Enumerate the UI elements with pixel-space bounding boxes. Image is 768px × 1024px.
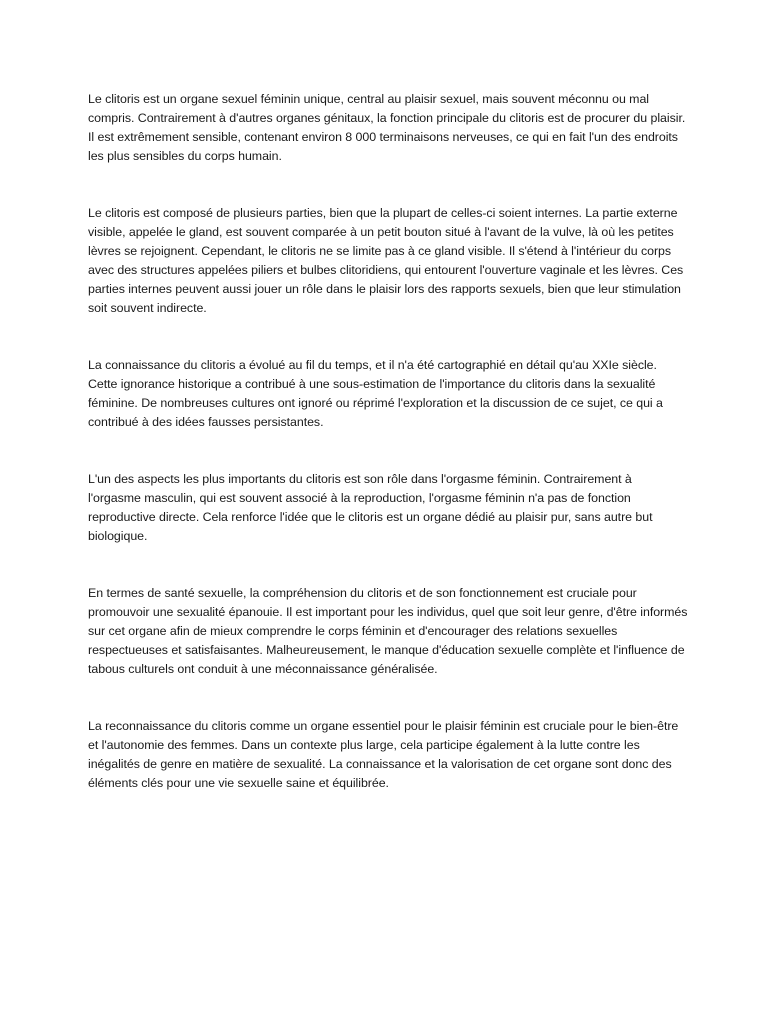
paragraph-1: Le clitoris est un organe sexuel féminin unique, central au plaisir sexuel, mais souvent méconnu ou mal compris. Contrairement à d'autres organes génitaux, la fonction principale du clitoris est de procurer du plaisir. Il est extrêmement sensible, contenant environ 8 000 terminaisons nerveuses, ce qui en fait l'un des endroits les plus sensibles du corps humain. bbox=[88, 92, 686, 163]
paragraph-5: En termes de santé sexuelle, la compréhension du clitoris et de son fonctionnement est cruciale pour promouvoir une sexualité épanouie. Il est important pour les individus, quel que soit leur genre, d'être informés sur cet organe afin de mieux comprendre le corps féminin et d'encourager des relations sexuelles respectueuses et satisfaisantes. Malheureusement, le manque d'éducation sexuelle complète et l'influence de tabous culturels ont conduit à une méconnaissance généralisée. bbox=[88, 586, 688, 676]
paragraph-6: La reconnaissance du clitoris comme un organe essentiel pour le plaisir féminin est cruciale pour le bien-être et l'autonomie des femmes. Dans un contexte plus large, cela participe également à la lutte contre les inégalités de genre en matière de sexualité. La connaissance et la valorisation de cet organe sont donc des éléments clés pour une vie sexuelle saine et équilibrée. bbox=[88, 719, 679, 790]
paragraph-4: L'un des aspects les plus importants du clitoris est son rôle dans l'orgasme féminin. Contrairement à l'orgasme masculin, qui est souvent associé à la reproduction, l'orgasme féminin n'a pas de fonction reproductive directe. Cela renforce l'idée que le clitoris est un organe dédié au plaisir pur, sans autre but biologique. bbox=[88, 472, 653, 543]
paragraph-2: Le clitoris est composé de plusieurs parties, bien que la plupart de celles-ci soient internes. La partie externe visible, appelée le gland, est souvent comparée à un petit bouton situé à l'avant de la vulve, là où les petites lèvres se rejoignent. Cependant, le clitoris ne se limite pas à ce gland visible. Il s'étend à l'intérieur du corps avec des structures appelées piliers et bulbes clitoridiens, qui entourent l'ouverture vaginale et les lèvres. Ces parties internes peuvent aussi jouer un rôle dans le plaisir lors des rapports sexuels, bien que leur stimulation soit souvent indirecte. bbox=[88, 206, 684, 315]
paragraph-3: La connaissance du clitoris a évolué au fil du temps, et il n'a été cartographié en détail qu'au XXIe siècle. Cette ignorance historique a contribué à une sous-estimation de l'importance du clitoris dans la sexualité féminine. De nombreuses cultures ont ignoré ou réprimé l'exploration et la discussion de ce sujet, ce qui a contribué à des idées fausses persistantes. bbox=[88, 358, 663, 429]
